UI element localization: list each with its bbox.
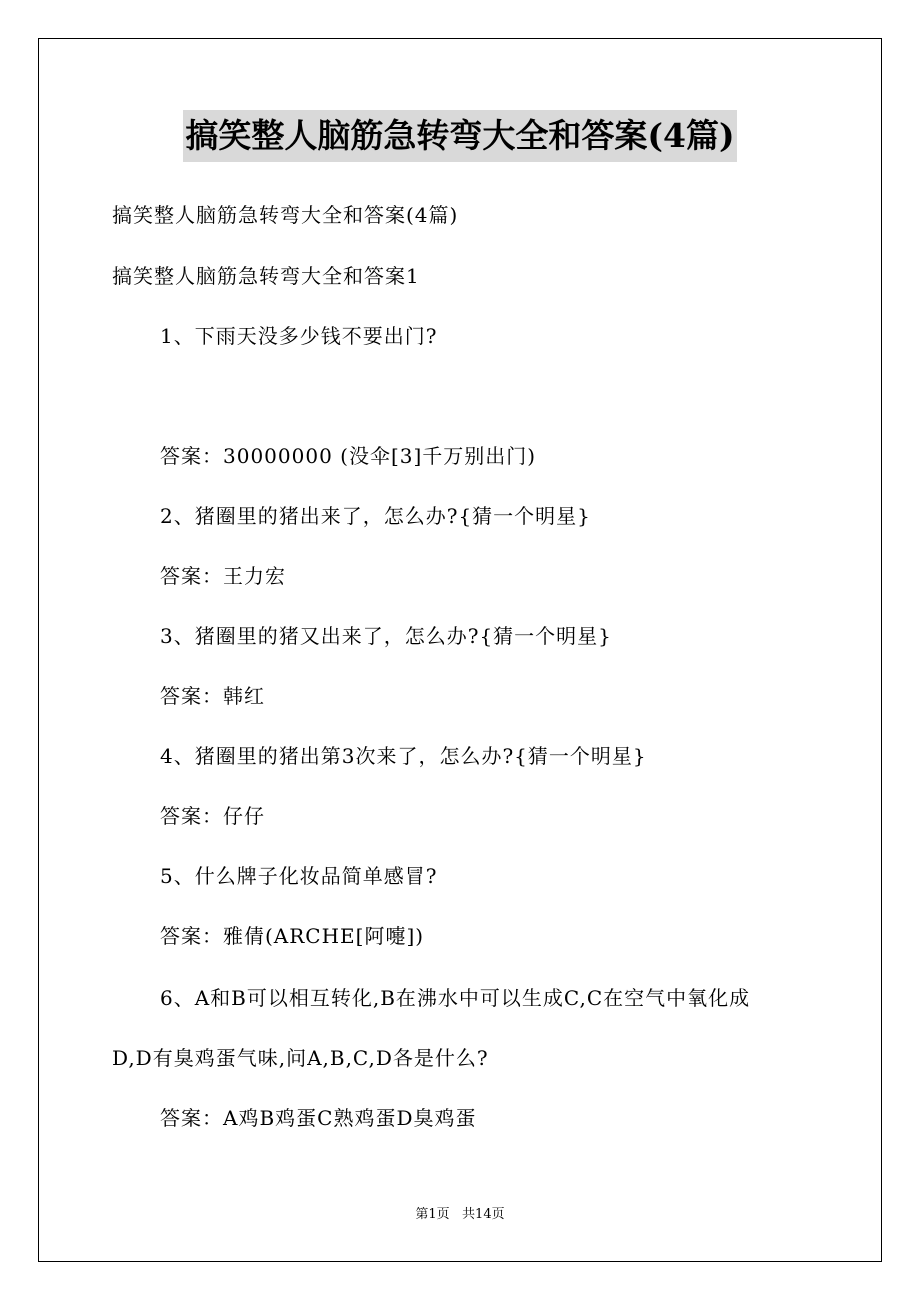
answer-6: 答案：A鸡B鸡蛋C熟鸡蛋D臭鸡蛋 [160, 1106, 477, 1130]
question-1: 1、下雨天没多少钱不要出门? [160, 324, 438, 348]
question-3: 3、猪圈里的猪又出来了，怎么办?{猜一个明星} [160, 624, 612, 648]
answer-1: 答案：30000000 (没伞[3]千万别出门) [160, 444, 537, 468]
answer-4: 答案：仔仔 [160, 804, 265, 828]
answer-5: 答案：雅倩(ARCHE[阿嚏]) [160, 924, 425, 948]
page-footer: 第1页 共14页 [415, 1207, 505, 1222]
question-5: 5、什么牌子化妆品简单感冒? [160, 864, 438, 888]
title-container [0, 110, 920, 162]
section-heading: 搞笑整人脑筋急转弯大全和答案1 [112, 264, 420, 288]
document-title: 搞笑整人脑筋急转弯大全和答案(4篇) [183, 110, 736, 162]
question-6-part-2: D,D有臭鸡蛋气味,问A,B,C,D各是什么? [112, 1046, 489, 1070]
question-2: 2、猪圈里的猪出来了，怎么办?{猜一个明星} [160, 504, 591, 528]
answer-2: 答案：王力宏 [160, 564, 286, 588]
question-4: 4、猪圈里的猪出第3次来了，怎么办?{猜一个明星} [160, 744, 647, 768]
question-6-part-1: 6、A和B可以相互转化,B在沸水中可以生成C,C在空气中氧化成 [160, 986, 751, 1010]
subtitle-line: 搞笑整人脑筋急转弯大全和答案(4篇) [112, 203, 459, 227]
answer-3: 答案：韩红 [160, 684, 265, 708]
